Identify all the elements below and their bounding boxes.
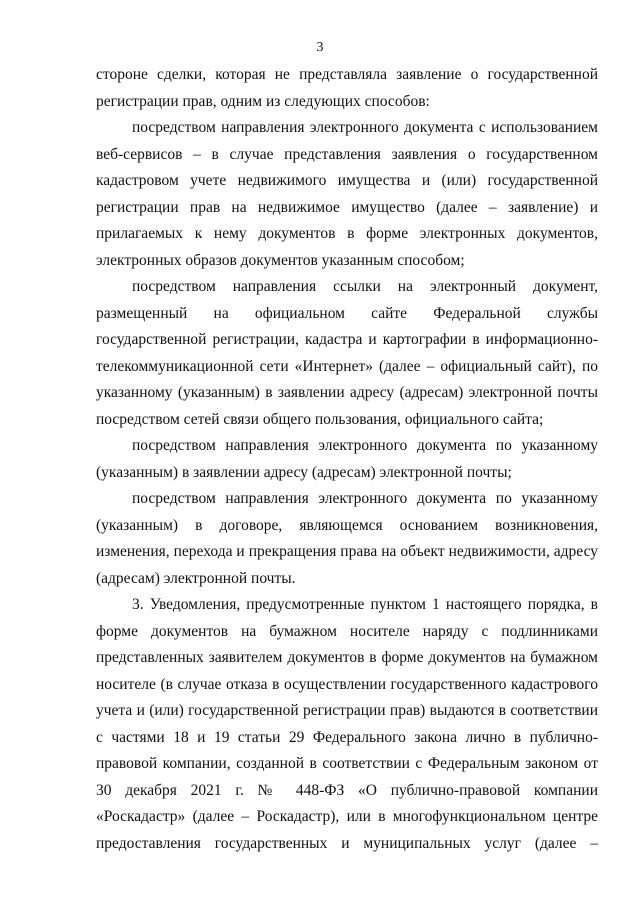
paragraph-item-3: 3. Уведомления, предусмотренные пунктом 1 настоящего порядка, в форме документов на бумажном носителе наряду с подлинниками представленных заявителем документов в форме документов на бумажном носителе (в случае отказа в осуществлении государственного кадастрового учета и (или) государственной регистрации прав) выдаются в соответствии с частями 18 и 19 статьи 29 Федерального закона лично в публично-правовой компании, созданной в соответствии с Федеральным законом от 30 декабря 2021 г. № 448-ФЗ «О публично-правовой компании «Роскадастр» (далее – Роскадастр), или в многофункциональном центре предоставления государственных и муниципальных услуг (далее – (96, 596, 598, 852)
document-body (96, 62, 598, 857)
page-number: 3 (316, 40, 324, 55)
paragraph-link-official-site: посредством направления ссылки на электронный документ, размещенный на официальном сайте Федеральной службы государственной регистрации, кадастра и картографии в информационно-телекоммуникационной сети «Интернет» (далее – официальный сайт), по указанному (указанным) в заявлении адресу (адресам) электронной почты посредством сетей связи общего пользования, официального сайта; (96, 278, 598, 428)
paragraph-continuation: стороне сделки, которая не представляла заявление о государственной регистрации прав, одним из следующих способов: (96, 66, 598, 110)
paragraph-email-application: посредством направления электронного документа по указанному (указанным) в заявлении адресу (адресам) электронной почты; (96, 437, 598, 481)
paragraph-email-contract: посредством направления электронного документа по указанному (указанным) в договоре, являющемся основанием возникновения, изменения, перехода и прекращения права на объект недвижимости, адресу (адресам) электронной почты. (96, 490, 598, 587)
paragraph-web-services: посредством направления электронного документа с использованием веб-сервисов – в случае представления заявления о государственном кадастровом учете недвижимого имущества и (или) государственной регистрации прав на недвижимое имущество (далее – заявление) и прилагаемых к нему документов в форме электронных документов, электронных образов документов указанным способом; (96, 119, 598, 269)
